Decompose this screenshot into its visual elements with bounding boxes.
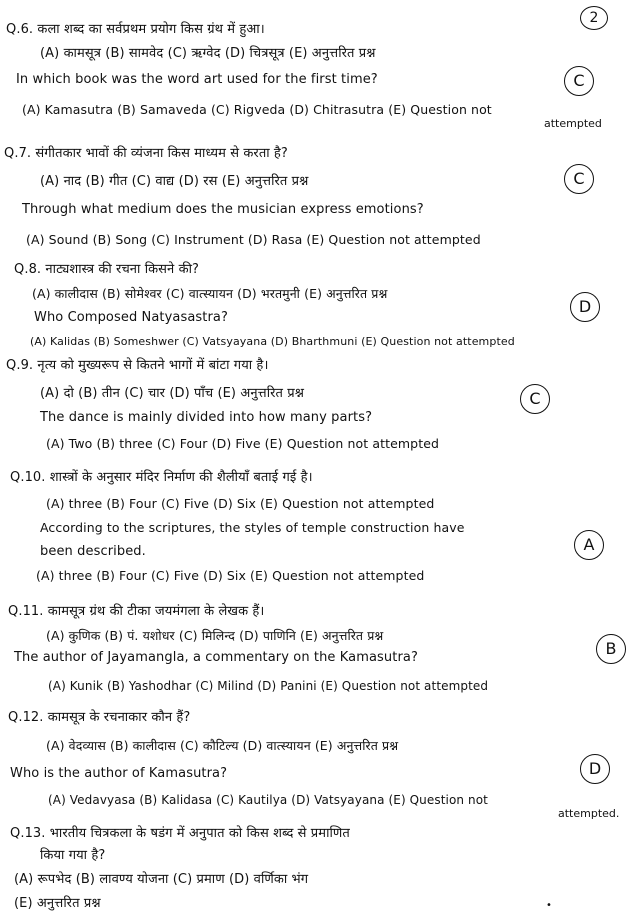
question-9-options-hindi: (A) दो (B) तीन (C) चार (D) पाँच (E) अनुत्तरित प्रश्न xyxy=(40,386,305,401)
question-8-answer: D xyxy=(570,292,600,322)
question-7-options-english: (A) Sound (B) Song (C) Instrument (D) Rasa (E) Question not attempted xyxy=(26,232,481,247)
question-9-options-english: (A) Two (B) three (C) Four (D) Five (E) Question not attempted xyxy=(46,436,440,451)
question-12-english: Who is the author of Kamasutra? xyxy=(10,766,228,781)
question-11-english: The author of Jayamangla, a commentary on the Kamasutra? xyxy=(14,650,418,665)
question-13-options-hindi: (A) रूपभेद (B) लावण्य योजना (C) प्रमाण (D) वर्णिका भंग xyxy=(14,872,309,887)
question-11-hindi: Q.11. कामसूत्र ग्रंथ की टीका जयमंगला के लेखक हैं। xyxy=(8,604,265,619)
question-11-options-english: (A) Kunik (B) Yashodhar (C) Milind (D) Panini (E) Question not attempted xyxy=(48,679,489,693)
question-11-answer: B xyxy=(596,634,626,664)
question-10-options-english: (A) three (B) Four (C) Five (D) Six (E) Question not attempted xyxy=(36,568,425,583)
question-12-hindi: Q.12. कामसूत्र के रचनाकार कौन हैं? xyxy=(8,710,191,725)
question-7-hindi: Q.7. संगीतकार भावों की व्यंजना किस माध्यम से करता है? xyxy=(4,146,288,161)
question-9-answer: C xyxy=(520,384,550,414)
question-6-options-hindi: (A) कामसूत्र (B) सामवेद (C) ऋग्वेद (D) चित्रसूत्र (E) अनुत्तरित प्रश्न xyxy=(40,46,376,61)
question-10-answer: A xyxy=(574,530,604,560)
question-10-english: According to the scriptures, the styles of temple construction have xyxy=(40,520,465,535)
question-13-hindi-continued: किया गया है? xyxy=(40,848,106,863)
question-13-options-hindi-continued: (E) अनुत्तरित प्रश्न xyxy=(14,896,101,911)
question-7-answer: C xyxy=(564,164,594,194)
question-7-options-hindi: (A) नाद (B) गीत (C) वाद्य (D) रस (E) अनुत्तरित प्रश्न xyxy=(40,174,309,189)
question-8-options-hindi: (A) कालीदास (B) सोमेश्वर (C) वात्स्यायन (D) भरतमुनी (E) अनुत्तरित प्रश्न xyxy=(32,286,388,301)
question-8-options-english: (A) Kalidas (B) Someshwer (C) Vatsyayana (D) Bharthmuni (E) Question not attempted xyxy=(30,335,515,348)
question-6-options-english: (A) Kamasutra (B) Samaveda (C) Rigveda (D) Chitrasutra (E) Question not xyxy=(22,102,492,117)
question-8-hindi: Q.8. नाट्यशास्त्र की रचना किसने की? xyxy=(14,262,200,277)
question-6-english: In which book was the word art used for the first time? xyxy=(16,72,378,87)
question-10-hindi: Q.10. शास्त्रों के अनुसार मंदिर निर्माण की शैलीयाँ बताई गई है। xyxy=(10,470,313,485)
question-6-options-english-continued: attempted xyxy=(544,117,602,130)
question-6-hindi: Q.6. कला शब्द का सर्वप्रथम प्रयोग किस ग्रंथ में हुआ। xyxy=(6,22,265,37)
question-10-options-first: (A) three (B) Four (C) Five (D) Six (E) Question not attempted xyxy=(46,496,435,511)
question-12-answer: D xyxy=(580,754,610,784)
question-12-options-hindi: (A) वेदव्यास (B) कालीदास (C) कौटिल्य (D) वात्स्यायन (E) अनुत्तरित प्रश्न xyxy=(46,738,399,753)
question-11-options-hindi: (A) कुणिक (B) पं. यशोधर (C) मिलिन्द (D) पाणिनि (E) अनुत्तरित प्रश्न xyxy=(46,628,384,643)
page-number: 2 xyxy=(580,6,608,30)
question-12-options-english: (A) Vedavyasa (B) Kalidasa (C) Kautilya (D) Vatsyayana (E) Question not xyxy=(48,793,488,807)
question-9-english: The dance is mainly divided into how many parts? xyxy=(40,410,373,425)
ink-mark: • xyxy=(546,900,552,911)
question-13-hindi: Q.13. भारतीय चित्रकला के षडंग में अनुपात को किस शब्द से प्रमाणित xyxy=(10,826,350,841)
question-7-english: Through what medium does the musician express emotions? xyxy=(22,202,424,217)
question-9-hindi: Q.9. नृत्य को मुख्यरूप से कितने भागों में बांटा गया है। xyxy=(6,358,269,373)
question-8-english: Who Composed Natyasastra? xyxy=(34,310,229,325)
question-10-english-continued: been described. xyxy=(40,544,146,559)
question-12-options-english-continued: attempted. xyxy=(558,807,620,820)
question-6-answer: C xyxy=(564,66,594,96)
